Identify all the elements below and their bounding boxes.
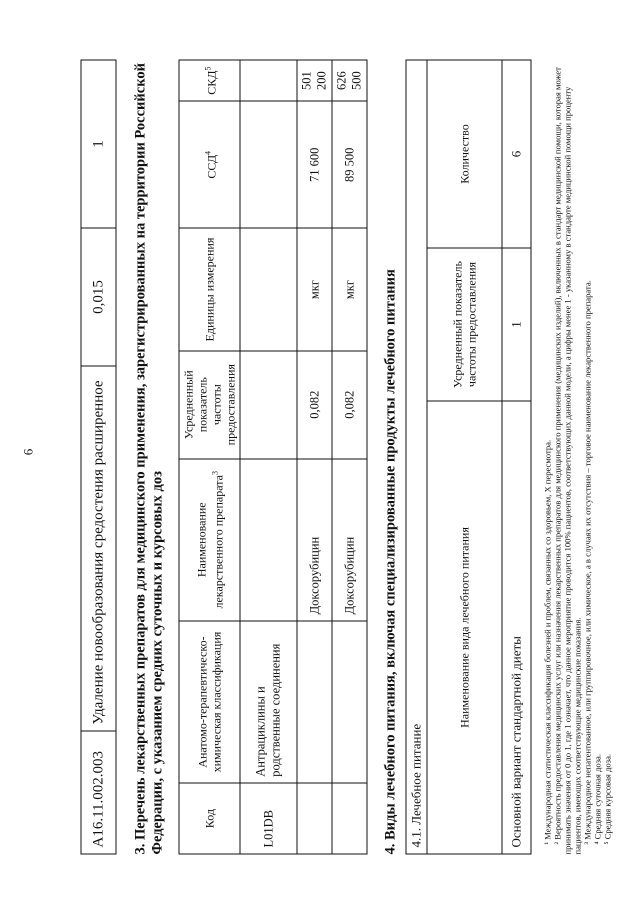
service-frequency: 0,015 <box>81 228 116 366</box>
footnote: ⁵ Средняя курсовая доза. <box>602 753 613 845</box>
table-row <box>240 60 297 854</box>
section-3-heading: 3. Перечень лекарственных препаратов для медицинского применения, зарегистрированных на территории Российской Федерации, с указанием средних суточных и курсовых доз <box>132 63 166 855</box>
drug-name: Доксорубицин <box>297 459 332 621</box>
table-row <box>406 60 427 854</box>
drug-ssd: 71 600 <box>297 101 332 228</box>
table-row <box>332 60 367 854</box>
service-name: Удаление новообразования средостения расширенное <box>81 366 116 731</box>
col-header-nutrition-qty: Количество <box>427 60 502 248</box>
footnote: ² Вероятность предоставления медицинских услуг или назначения лекарственных препаратов для медицинского применения (медицинских изделий), включенных в стандарт медицинской помощи, которая может принимать значения от 0 до 1, где 1 означает, что данное мероприятие проводится 100% пациентов, соответствующих данной модели, а цифры менее 1 - указанному в стандарте медицинской помощи проценту пациентов, имеющих соответствующие медицинские показания. <box>552 67 583 855</box>
service-multiplicity: 1 <box>81 60 116 228</box>
table-row <box>297 60 332 854</box>
service-code: A16.11.002.003 <box>81 731 116 854</box>
nutrition-table <box>406 60 532 855</box>
col-header-nutrition-freq: Усредненный показатель частоты предоставления <box>427 248 502 401</box>
nutrition-freq: 1 <box>502 248 531 401</box>
drug-unit: мкг <box>332 228 367 350</box>
page-number: 6 <box>20 448 36 456</box>
col-header-atc: Анатомо-терапевтическо-химическая классификация <box>179 621 240 783</box>
drug-freq: 0,082 <box>297 351 332 459</box>
nutrition-subheading: 4.1. Лечебное питание <box>406 60 427 854</box>
footnote: ¹ Международная статистическая классификация болезней и проблем, связанных со здоровьем, X пересмотра. <box>542 439 553 845</box>
nutrition-qty: 6 <box>502 60 531 248</box>
footnotes <box>543 60 613 855</box>
drug-skd: 626 500 <box>332 60 367 101</box>
group-atc: Антрациклины и родственные соединения <box>240 621 297 783</box>
table-row <box>81 60 116 854</box>
table-header-row <box>179 60 240 854</box>
section-4-heading: 4. Виды лечебного питания, включая специализированные продукты лечебного питания <box>382 269 399 855</box>
drugs-table <box>179 60 368 855</box>
document-page <box>21 30 621 875</box>
col-header-skd: СКД$^5$ <box>179 60 240 101</box>
col-header-nutrition-name: Наименование вида лечебного питания <box>427 401 502 854</box>
group-code: L01DB <box>240 783 297 854</box>
col-header-ssd: ССД$^4$ <box>179 101 240 228</box>
table-row <box>502 60 531 854</box>
col-header-unit: Единицы измерения <box>179 228 240 350</box>
drug-freq: 0,082 <box>332 351 367 459</box>
footnote: ⁴ Средняя суточная доза. <box>592 754 603 845</box>
col-header-code: Код <box>179 783 240 854</box>
table-header-row <box>427 60 502 854</box>
col-header-drug: Наименование лекарственного препарата$^3$ <box>179 459 240 621</box>
service-table <box>81 60 117 855</box>
footnote: ³ Международное непатентованное, или группировочное, или химическое, а в случаях их отсутствия – торговое наименование лекарственного препарата. <box>582 280 593 845</box>
drug-name: Доксорубицин <box>332 459 367 621</box>
drug-ssd: 89 500 <box>332 101 367 228</box>
drug-unit: мкг <box>297 228 332 350</box>
drug-skd: 501 200 <box>297 60 332 101</box>
nutrition-name: Основной вариант стандартной диеты <box>502 401 531 854</box>
col-header-freq: Усредненный показатель частоты предоставления <box>179 351 240 459</box>
